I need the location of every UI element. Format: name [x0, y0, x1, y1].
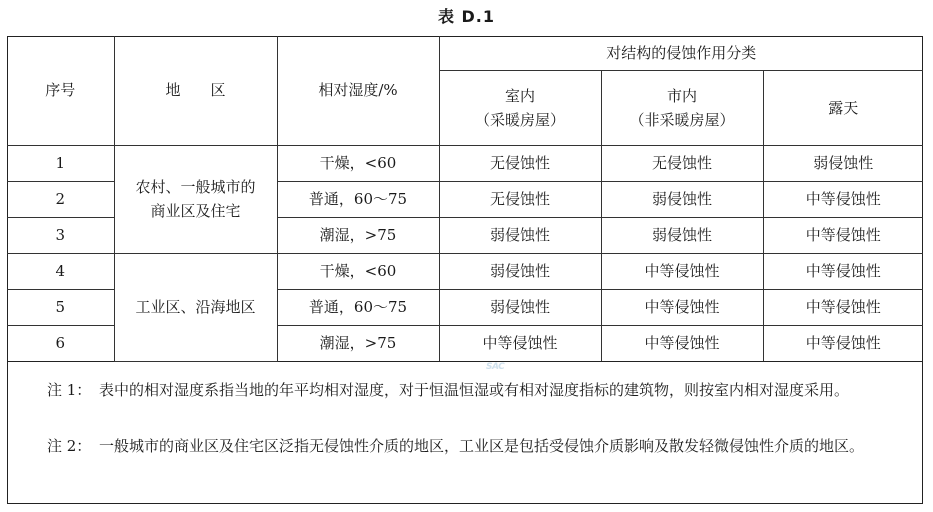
cell-urban: 弱侵蚀性: [601, 217, 763, 253]
sac-watermark-logo: SAC: [486, 362, 505, 372]
note-2: [47, 434, 905, 459]
header-humidity: 相对湿度/%: [277, 36, 439, 145]
cell-seq: 1: [7, 145, 114, 181]
cell-outdoor: 弱侵蚀性: [763, 145, 923, 181]
cell-urban: 中等侵蚀性: [601, 253, 763, 289]
table-row: [7, 145, 923, 181]
header-outdoor: 露天: [763, 70, 923, 145]
header-indoor-line2: （采暖房屋）: [474, 110, 565, 129]
region-line1: 工业区、沿海地区: [135, 298, 256, 316]
cell-indoor: 无侵蚀性: [439, 181, 601, 217]
note-1-text: 表中的相对湿度系指当地的年平均相对湿度，对于恒温恒湿或有相对湿度指标的建筑物，则按室内相对湿度采用。: [99, 381, 850, 399]
table-row: [7, 253, 923, 289]
cell-seq: 2: [7, 181, 114, 217]
cell-indoor: 无侵蚀性: [439, 145, 601, 181]
cell-humidity: 潮湿，>75: [277, 217, 439, 253]
cell-outdoor: 中等侵蚀性: [763, 217, 923, 253]
table-notes: [7, 361, 923, 504]
header-urban: [601, 70, 763, 145]
cell-indoor: 中等侵蚀性: [439, 325, 601, 361]
cell-humidity: 干燥，<60: [277, 145, 439, 181]
cell-seq: 4: [7, 253, 114, 289]
cell-region: [114, 145, 277, 253]
cell-outdoor: 中等侵蚀性: [763, 289, 923, 325]
cell-indoor: 弱侵蚀性: [439, 289, 601, 325]
cell-seq: 3: [7, 217, 114, 253]
note-2-text: 一般城市的商业区及住宅区泛指无侵蚀性介质的地区，工业区是包括受侵蚀介质影响及散发轻微侵蚀性介质的地区。: [99, 437, 865, 455]
header-seq: 序号: [7, 36, 114, 145]
header-urban-line1: 市内: [666, 86, 697, 105]
cell-urban: 无侵蚀性: [601, 145, 763, 181]
cell-humidity: 普通，60～75: [277, 181, 439, 217]
table-title: 表 D.1: [437, 7, 496, 26]
cell-humidity: 普通，60～75: [277, 289, 439, 325]
note-2-label: 注 2：: [47, 437, 92, 455]
cell-indoor: 弱侵蚀性: [439, 253, 601, 289]
cell-indoor: 弱侵蚀性: [439, 217, 601, 253]
cell-outdoor: 中等侵蚀性: [763, 181, 923, 217]
header-category-group: 对结构的侵蚀作用分类: [439, 36, 923, 70]
region-line1: 农村、一般城市的: [135, 178, 256, 196]
cell-region: [114, 253, 277, 361]
header-indoor: [439, 70, 601, 145]
region-line2: 商业区及住宅: [150, 202, 241, 220]
note-1: [47, 378, 905, 403]
cell-urban: 弱侵蚀性: [601, 181, 763, 217]
header-region: 地 区: [114, 36, 277, 145]
cell-humidity: 干燥，<60: [277, 253, 439, 289]
cell-urban: 中等侵蚀性: [601, 289, 763, 325]
cell-urban: 中等侵蚀性: [601, 325, 763, 361]
cell-outdoor: 中等侵蚀性: [763, 253, 923, 289]
cell-seq: 5: [7, 289, 114, 325]
note-1-label: 注 1：: [47, 381, 92, 399]
cell-seq: 6: [7, 325, 114, 361]
header-indoor-line1: 室内: [504, 86, 535, 105]
header-urban-line2: （非采暖房屋）: [629, 110, 735, 129]
cell-humidity: 潮湿，>75: [277, 325, 439, 361]
corrosion-classification-table: [7, 36, 923, 362]
cell-outdoor: 中等侵蚀性: [763, 325, 923, 361]
